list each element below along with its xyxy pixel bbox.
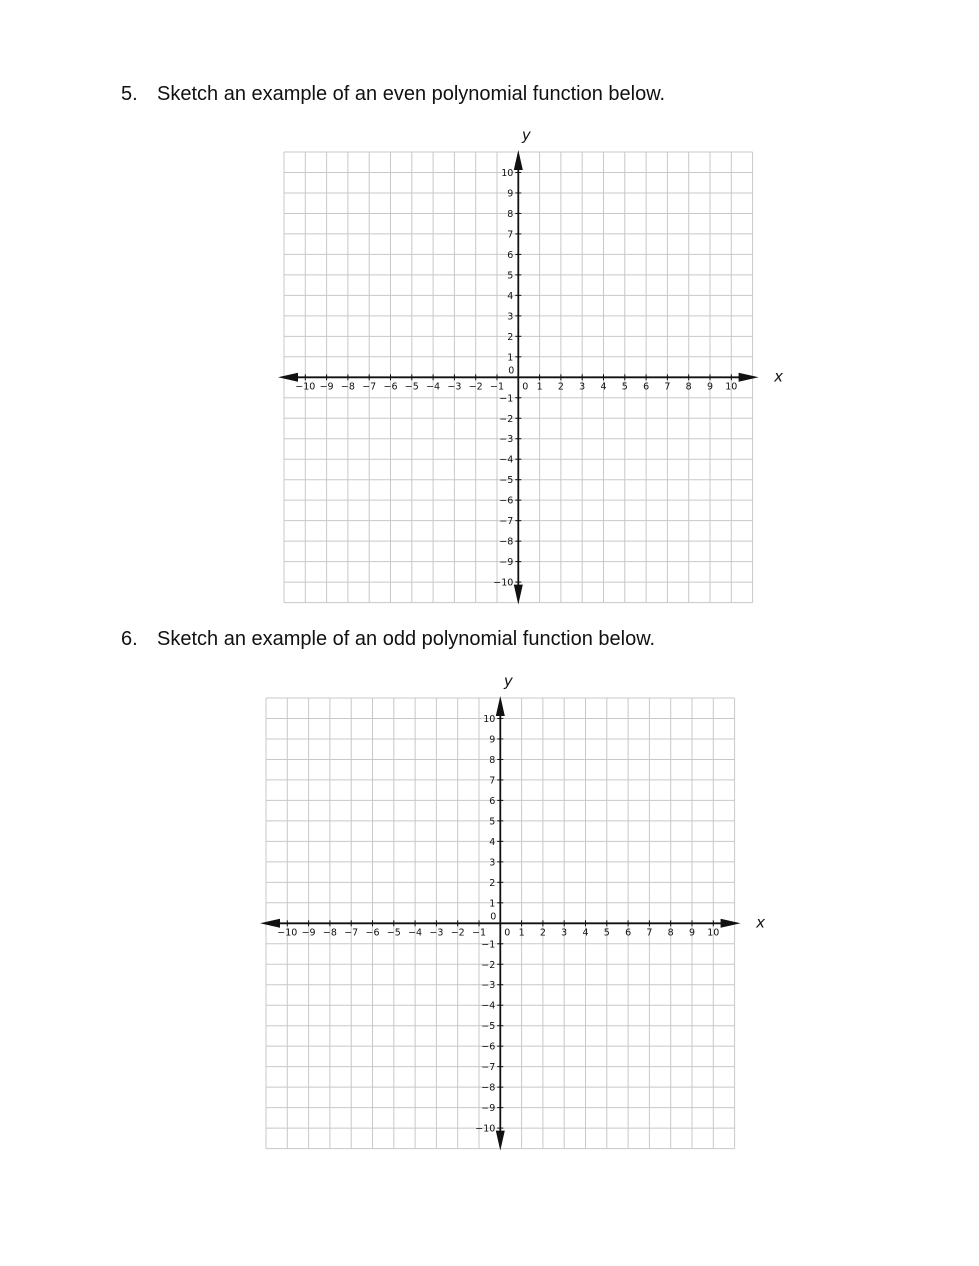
y-tick-label: 8	[507, 208, 514, 220]
y-tick-label: 5	[489, 816, 496, 828]
x-tick-label: 8	[667, 927, 674, 939]
x-tick-label: −2	[450, 927, 465, 939]
question-text: Sketch an example of an odd polynomial function below.	[157, 628, 656, 650]
y-tick-label: 7	[507, 229, 514, 241]
x-tick-label: −7	[362, 381, 377, 393]
y-axis-label: y	[521, 126, 531, 144]
y-tick-label: −10	[475, 1123, 496, 1135]
x-tick-label: −8	[340, 381, 355, 393]
y-tick-label: −8	[481, 1082, 496, 1094]
x-tick-label: −5	[386, 927, 401, 939]
y-tick-label: 1	[507, 352, 514, 364]
question-5	[121, 82, 665, 106]
question-text: Sketch an example of an even polynomial function below.	[157, 83, 666, 105]
x-tick-label: 7	[646, 927, 653, 939]
x-tick-label: −9	[319, 381, 334, 393]
origin-label-y: 0	[508, 365, 515, 377]
y-tick-label: 5	[507, 270, 514, 282]
x-tick-label: 5	[621, 381, 628, 393]
y-tick-label: 3	[489, 857, 496, 869]
y-tick-label: 4	[489, 836, 496, 848]
y-tick-label: −7	[481, 1062, 496, 1074]
y-axis-down-arrow-icon	[514, 585, 523, 605]
x-tick-label: 6	[643, 381, 650, 393]
y-tick-label: −4	[499, 454, 514, 466]
x-tick-label: 9	[706, 381, 714, 393]
x-tick-label: −1	[489, 381, 505, 393]
x-tick-label: 3	[561, 927, 568, 939]
y-tick-label: −5	[481, 1021, 496, 1033]
y-tick-label: −7	[499, 516, 514, 528]
x-tick-label: −4	[426, 381, 441, 393]
x-tick-label: 10	[725, 381, 738, 393]
x-tick-label: −1	[471, 927, 487, 939]
x-axis-right-arrow-icon	[739, 373, 759, 382]
x-tick-label: 3	[579, 381, 586, 393]
y-tick-label: 6	[489, 795, 496, 807]
y-tick-label: −3	[481, 980, 496, 992]
x-tick-label: 2	[557, 381, 564, 393]
x-axis-label: x	[756, 913, 766, 932]
y-tick-label: −1	[499, 393, 514, 405]
y-tick-label: 9	[489, 734, 496, 746]
y-tick-label: −1	[481, 939, 496, 951]
x-tick-label: 7	[664, 381, 671, 393]
y-tick-label: −10	[493, 577, 514, 589]
y-tick-label: −2	[481, 959, 496, 971]
origin-label-x: 0	[504, 927, 511, 939]
y-tick-label: 2	[507, 331, 514, 343]
x-tick-label: 10	[707, 927, 720, 939]
grid-svg	[270, 120, 790, 612]
x-tick-label: −6	[383, 381, 398, 393]
y-tick-label: −6	[499, 495, 514, 507]
y-tick-label: −9	[481, 1103, 496, 1115]
origin-label-x: 0	[522, 381, 529, 393]
y-tick-label: −4	[481, 1000, 496, 1012]
x-tick-label: 1	[536, 381, 543, 393]
x-tick-label: −8	[322, 927, 337, 939]
x-tick-label: 4	[582, 927, 589, 939]
x-tick-label: −4	[408, 927, 423, 939]
y-tick-label: −5	[499, 475, 514, 487]
coordinate-grid-even[interactable]	[270, 120, 790, 612]
x-tick-label: 2	[539, 927, 546, 939]
y-tick-label: −9	[499, 557, 514, 569]
y-tick-label: −2	[499, 413, 514, 425]
y-tick-label: 10	[501, 167, 514, 179]
question-number: 6.	[121, 628, 138, 650]
x-tick-label: −7	[344, 927, 359, 939]
y-tick-label: 3	[507, 311, 514, 323]
x-tick-label: 9	[688, 927, 696, 939]
x-tick-label: −10	[277, 927, 298, 939]
x-tick-label: 6	[625, 927, 632, 939]
x-tick-label: −5	[404, 381, 419, 393]
y-tick-label: 10	[483, 713, 496, 725]
y-tick-label: 9	[507, 188, 514, 200]
x-tick-label: −3	[447, 381, 462, 393]
y-tick-label: 1	[489, 898, 496, 910]
y-tick-label: 8	[489, 754, 496, 766]
y-tick-label: −6	[481, 1041, 496, 1053]
y-tick-label: 4	[507, 290, 514, 302]
x-tick-label: −2	[468, 381, 483, 393]
y-tick-label: −3	[499, 434, 514, 446]
grid-svg	[252, 666, 772, 1158]
question-6	[121, 627, 655, 651]
y-tick-label: 7	[489, 775, 496, 787]
x-tick-label: 1	[518, 927, 525, 939]
x-tick-label: 4	[600, 381, 607, 393]
y-axis-up-arrow-icon	[514, 150, 523, 170]
x-tick-label: −6	[365, 927, 380, 939]
origin-label-y: 0	[490, 911, 497, 923]
x-axis-label: x	[774, 367, 784, 386]
y-axis-label: y	[503, 672, 513, 690]
y-tick-label: −8	[499, 536, 514, 548]
y-tick-label: 6	[507, 249, 514, 261]
coordinate-grid-odd[interactable]	[252, 666, 772, 1158]
x-tick-label: 5	[603, 927, 610, 939]
x-tick-label: −10	[295, 381, 316, 393]
x-tick-label: −9	[301, 927, 316, 939]
y-axis-up-arrow-icon	[496, 696, 505, 716]
x-axis-right-arrow-icon	[721, 919, 741, 928]
y-axis-down-arrow-icon	[496, 1131, 505, 1151]
y-tick-label: 2	[489, 877, 496, 889]
x-tick-label: 8	[685, 381, 692, 393]
question-number: 5.	[121, 83, 138, 105]
x-tick-label: −3	[429, 927, 444, 939]
